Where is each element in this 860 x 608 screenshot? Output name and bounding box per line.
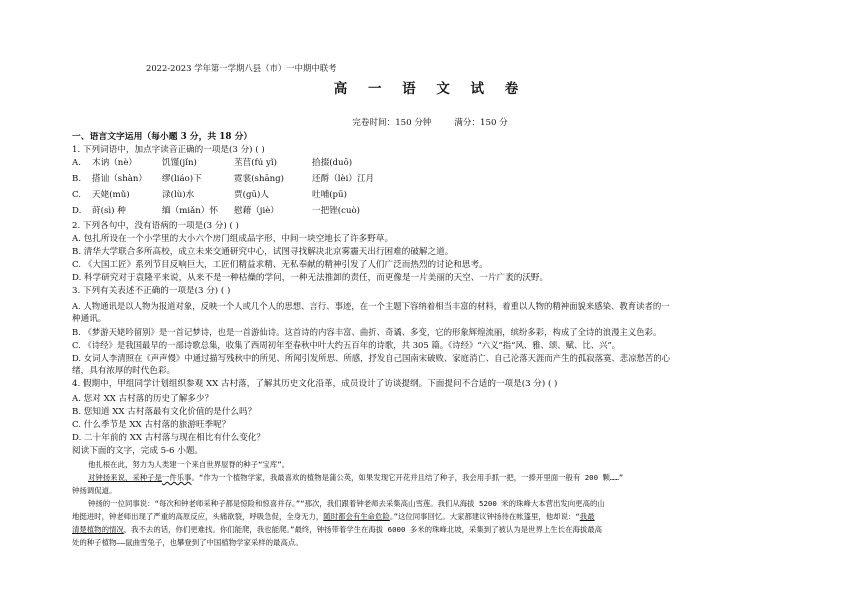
q1-b-w1: 搭讪（shàn） bbox=[92, 174, 147, 184]
passage-text-2c: 。“作为一个植物学家，我最喜欢的植物是蒲公英，如果发现它开花并且结了种子，我会用手抓一把，一捧开里面一般有 200 颗……” bbox=[191, 473, 624, 482]
exam-time: 完卷时间：150 分钟 bbox=[352, 118, 432, 128]
passage-line-6 bbox=[72, 524, 602, 536]
q2-stem: 2. 下列各句中，没有语病的一项是(3 分) ( ) bbox=[72, 221, 239, 231]
q1-c-w2: 渌(lù)水 bbox=[162, 190, 195, 200]
q4-option-a: A. 您对 XX 古村落的历史了解多少？ bbox=[72, 394, 214, 404]
q3-option-b: B. 《梦游天姥吟留别》是一首记梦诗，也是一首游仙诗。这首诗的内容丰富、曲折、奇谲、多变，它的形象辉煌流丽，缤纷多彩，构成了全诗的浪漫主义色彩。 bbox=[72, 327, 662, 337]
q1-d-w1: 莳(sì) 种 bbox=[92, 206, 126, 216]
passage-line-7: 处的种子植物——鼠曲雪兔子，也攀登到了中国植物学家采样的最高点。 bbox=[72, 538, 303, 547]
exam-score: 满分：150 分 bbox=[454, 118, 508, 128]
passage-line-3: 钟扬调侃道。 bbox=[72, 486, 117, 495]
passage-underline-3: 随时都会有生命危险 bbox=[323, 512, 390, 521]
q3-option-a-cont: 种通讯。 bbox=[72, 314, 107, 324]
q2-option-b: B. 清华大学联合多所高校，成立未来交通研究中心，试图寻找解决北京雾霾天出行困难的破解之道。 bbox=[72, 247, 454, 257]
q1-c-w4: 吐哺(pū) bbox=[312, 190, 347, 200]
exam-meta bbox=[0, 117, 860, 129]
q1-option-d bbox=[72, 205, 360, 217]
q3-option-c: C. 《诗经》是我国最早的一部诗歌总集，收集了西周初年至春秋中叶大约五百年的诗歌，共 305 篇。《诗经》“六义”指“风、雅、颂、赋、比、兴”。 bbox=[72, 340, 621, 350]
q1-d-w2: 缅（miǎn）怀 bbox=[162, 206, 218, 216]
q3-option-d-cont: 绪，具有浓厚的时代色彩。 bbox=[72, 366, 176, 376]
passage-underline-4: 我最 bbox=[579, 512, 595, 521]
passage-underline-5: 清楚植物的情况 bbox=[72, 525, 124, 534]
q1-option-b bbox=[72, 173, 374, 185]
q1-a-w2: 饥馑(jǐn) bbox=[162, 158, 197, 168]
q3-option-a: A. 人物通讯是以人物为报道对象，反映一个人或几个人的思想、言行、事迹，在一个主题下容纳着相当丰富的材料，着重以人物的精神面貌来感染、教育读者的一 bbox=[72, 301, 670, 311]
passage-line-4: 钟扬的一位同事说：“每次和钟老师采种子都是惊险和惊喜并存。”“那次，我们跟着钟老师去采集高山雪莲。我们从海拔 5200 米的珠峰大本营出发向更高的山 bbox=[88, 499, 605, 508]
q2-option-a: A. 包扎所设在一个小学里的大小六个房门组成品字形，中间一块空地长了许多野草。 bbox=[72, 234, 394, 244]
q2-option-d: D. 科学研究对于袁隆平来说，从来不是一种枯燥的学问，一种无法推卸的责任，而更像是一片美丽的天空、一片广袤的沃野。 bbox=[72, 273, 549, 283]
q1-d-w3: 慰藉（jiè） bbox=[234, 206, 279, 216]
q2-option-c: C. 《大国工匠》系列节目反响巨大，工匠们精益求精、无私奉献的精神引发了人们广泛而热烈的讨论和思考。 bbox=[72, 260, 488, 270]
q1-b-w4: 还酹（lèi）江月 bbox=[312, 174, 375, 184]
reading-intro: 阅读下面的文字，完成 5-6 小题。 bbox=[72, 446, 204, 456]
passage-underline-2: 一件乐事 bbox=[161, 473, 192, 482]
exam-header: 2022-2023 学年第一学期八县（市）一中期中联考 bbox=[146, 63, 337, 73]
q1-c-w3: 贾(gū)人 bbox=[234, 190, 269, 200]
page-title: 高 一 语 文 试 卷 bbox=[333, 81, 527, 97]
q1-c-letter: C. bbox=[72, 190, 82, 200]
q1-option-c bbox=[72, 189, 347, 201]
q1-a-letter: A. bbox=[72, 158, 81, 168]
passage-text-5c: 。”这位同事回忆。大家都建议钟扬待在帐篷里，他却说：“ bbox=[389, 512, 580, 521]
q4-option-b: B. 您知道 XX 古村落最有文化价值的是什么吗？ bbox=[72, 407, 257, 417]
passage-underline-1: 对钟扬来说，采种子是 bbox=[88, 473, 162, 482]
q4-option-d: D. 二十年前的 XX 古村落与现在相比有什么变化？ bbox=[72, 433, 266, 443]
q1-a-w1: 木讷（nè） bbox=[92, 158, 137, 168]
q3-stem: 3. 下列有关表述不正确的一项是(3 分) ( ) bbox=[72, 286, 231, 296]
q4-option-c: C. 什么季节是 XX 古村落的旅游旺季呢？ bbox=[72, 420, 231, 430]
section-heading: 一、语言文字运用（每小题 3 分，共 18 分） bbox=[72, 132, 253, 142]
q3-option-d: D. 女词人李清照在《声声慢》中通过描写残秋中的所见、所闻引发所思、所感，抒发自己国南宋破败、家庭消亡、自己沦落天涯而产生的孤寂落寞、悲凉愁苦的心 bbox=[72, 353, 670, 363]
q1-b-w2: 缪(liáo)下 bbox=[162, 174, 202, 184]
passage-text-5a: 地挺进时，钟老师出现了严重的高原反应，头痛欲裂，呼吸急促，全身无力， bbox=[72, 512, 324, 521]
q1-a-w3: 苤苢(fú yǐ) bbox=[234, 158, 277, 168]
q1-a-w4: 拾掇(duō) bbox=[312, 158, 353, 168]
passage-line-1: 他扎根在此，努力为人类建一个来自世界屋脊的种子“宝库”。 bbox=[88, 460, 290, 469]
q4-stem: 4. 假期中，甲组同学计划组织参观 XX 古村落，了解其历史文化沿革，成员设计了访谈提纲。下面提问不合适的一项是(3 分) ( ) bbox=[72, 379, 558, 389]
passage-line-5 bbox=[72, 511, 595, 523]
passage-line-2 bbox=[88, 472, 623, 484]
q1-b-w3: 霓裳(shāng) bbox=[234, 174, 284, 184]
q1-d-letter: D. bbox=[72, 206, 82, 216]
q1-d-w4: 一把锉(cuò) bbox=[312, 206, 361, 216]
q1-stem: 1. 下列词语中，加点字读音正确的一项是(3 分) ( ) bbox=[72, 145, 265, 155]
passage-text-6b: ，我不去的话，你们更难找。你们能爬，我也能爬。”最终，钟扬带着学生在海拔 6000 多米的珠峰北坡，采集到了被认为是世界上生长在海拔最高 bbox=[123, 525, 603, 534]
q1-c-w1: 天姥(mǔ) bbox=[92, 190, 130, 200]
q1-option-a bbox=[72, 157, 352, 169]
q1-b-letter: B. bbox=[72, 174, 82, 184]
